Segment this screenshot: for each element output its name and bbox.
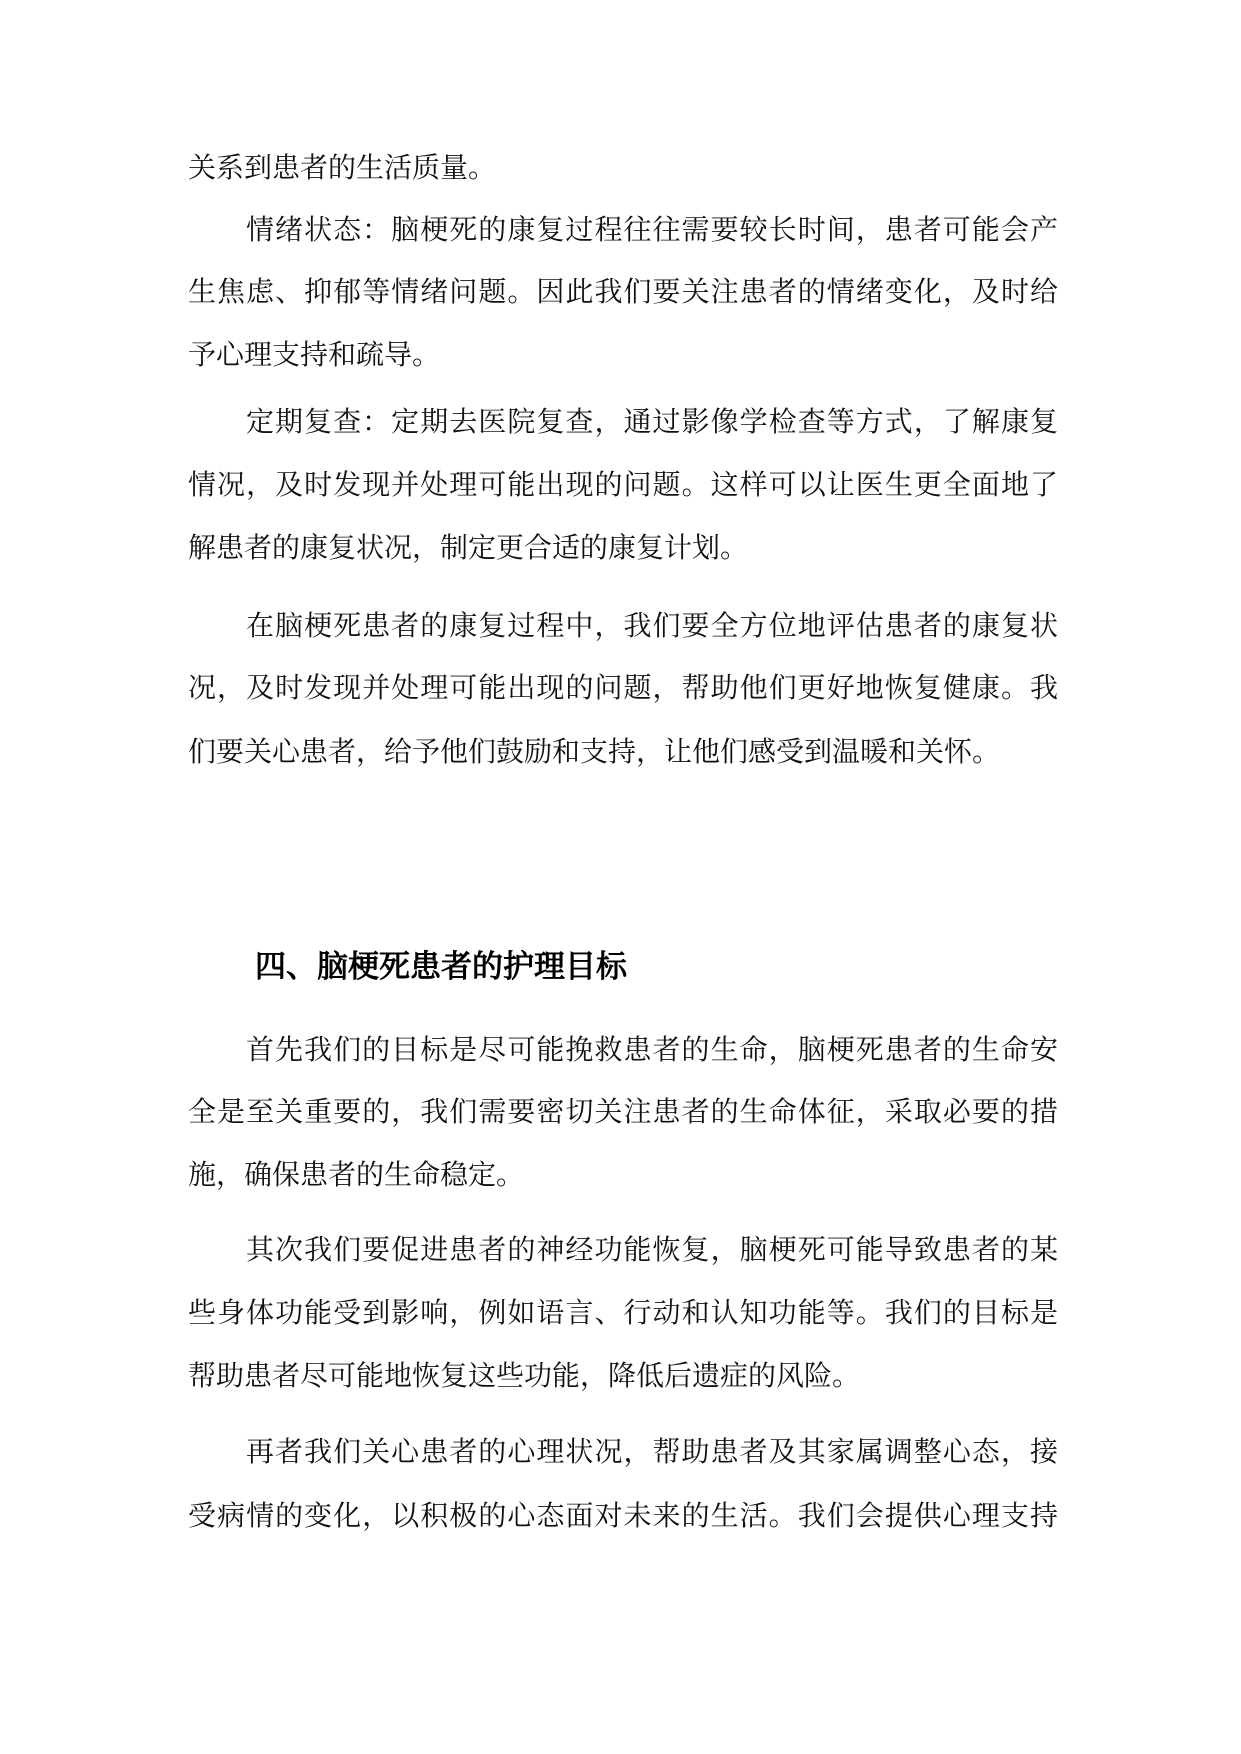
paragraph-line: 关系到患者的生活质量。 bbox=[188, 151, 497, 184]
paragraph-line: 些身体功能受到影响，例如语言、行动和认知功能等。我们的目标是 bbox=[188, 1296, 1058, 1329]
paragraph-line: 们要关心患者，给予他们鼓励和支持，让他们感受到温暖和关怀。 bbox=[188, 735, 1001, 768]
paragraph-line: 在脑梗死患者的康复过程中，我们要全方位地评估患者的康复状 bbox=[246, 609, 1058, 642]
paragraph-line: 生焦虑、抑郁等情绪问题。因此我们要关注患者的情绪变化，及时给 bbox=[188, 275, 1058, 308]
paragraph-line: 再者我们关心患者的心理状况，帮助患者及其家属调整心态，接 bbox=[246, 1435, 1058, 1468]
paragraph-line: 受病情的变化，以积极的心态面对未来的生活。我们会提供心理支持 bbox=[188, 1499, 1058, 1532]
paragraph-line: 定期复查：定期去医院复查，通过影像学检查等方式，了解康复 bbox=[246, 405, 1058, 438]
paragraph-line: 施，确保患者的生命稳定。 bbox=[188, 1158, 525, 1191]
paragraph-line: 情绪状态：脑梗死的康复过程往往需要较长时间，患者可能会产 bbox=[246, 213, 1058, 246]
paragraph-line: 予心理支持和疏导。 bbox=[188, 338, 441, 371]
section-heading: 四、脑梗死患者的护理目标 bbox=[255, 949, 627, 985]
paragraph-line: 首先我们的目标是尽可能挽救患者的生命，脑梗死患者的生命安 bbox=[246, 1033, 1058, 1066]
paragraph-line: 其次我们要促进患者的神经功能恢复，脑梗死可能导致患者的某 bbox=[246, 1233, 1058, 1266]
paragraph-line: 全是至关重要的，我们需要密切关注患者的生命体征，采取必要的措 bbox=[188, 1095, 1058, 1128]
paragraph-line: 况，及时发现并处理可能出现的问题，帮助他们更好地恢复健康。我 bbox=[188, 671, 1058, 704]
paragraph-line: 解患者的康复状况，制定更合适的康复计划。 bbox=[188, 531, 749, 564]
paragraph-line: 情况，及时发现并处理可能出现的问题。这样可以让医生更全面地了 bbox=[188, 468, 1058, 501]
paragraph-line: 帮助患者尽可能地恢复这些功能，降低后遗症的风险。 bbox=[188, 1359, 861, 1392]
